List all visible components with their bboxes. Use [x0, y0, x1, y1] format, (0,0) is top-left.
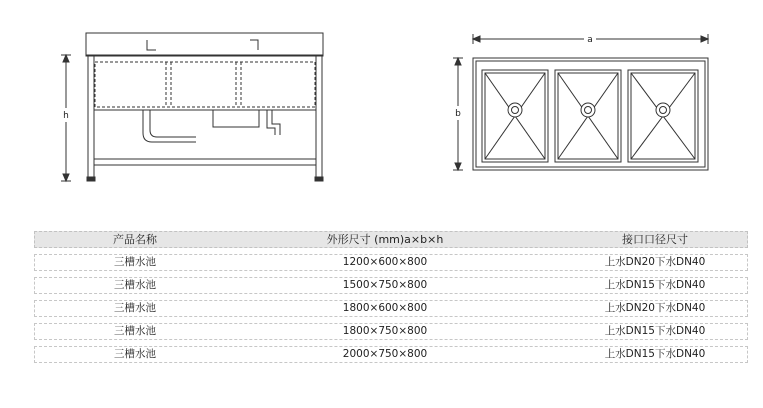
connection-size-cell: 上水DN15下水DN40 — [604, 348, 706, 360]
header-connection-size: 接口口径尺寸 — [622, 233, 688, 246]
front-view-drawing — [61, 33, 323, 181]
dimensions-cell: 1200×600×800 — [342, 256, 428, 268]
top-view-drawing — [453, 34, 708, 170]
basin-3 — [628, 70, 698, 162]
product-name-cell: 三槽水池 — [114, 302, 156, 314]
connection-size-cell: 上水DN15下水DN40 — [604, 325, 706, 337]
basin-1 — [482, 70, 548, 162]
connection-size-cell: 上水DN15下水DN40 — [604, 279, 706, 291]
connection-size-cell: 上水DN20下水DN40 — [604, 256, 706, 268]
connection-size-cell: 上水DN20下水DN40 — [604, 302, 706, 314]
header-product-name: 产品名称 — [113, 233, 157, 246]
basin-2 — [555, 70, 621, 162]
depth-label: b — [455, 109, 461, 119]
product-name-cell: 三槽水池 — [114, 348, 156, 360]
product-name-cell: 三槽水池 — [114, 279, 156, 291]
table-row — [34, 277, 748, 294]
dimensions-cell: 1800×600×800 — [342, 302, 428, 314]
table-header-row — [34, 231, 748, 248]
height-label: h — [63, 111, 69, 121]
table-row — [34, 254, 748, 271]
dimensions-cell: 2000×750×800 — [342, 348, 428, 360]
product-name-cell: 三槽水池 — [114, 256, 156, 268]
spec-table — [34, 231, 748, 369]
width-label: a — [587, 35, 593, 45]
table-row — [34, 346, 748, 363]
table-row — [34, 300, 748, 317]
dimensions-cell: 1800×750×800 — [342, 325, 428, 337]
header-dimensions: 外形尺寸 (mm)a×b×h — [326, 233, 444, 246]
product-name-cell: 三槽水池 — [114, 325, 156, 337]
table-row — [34, 323, 748, 340]
dimensions-cell: 1500×750×800 — [342, 279, 428, 291]
